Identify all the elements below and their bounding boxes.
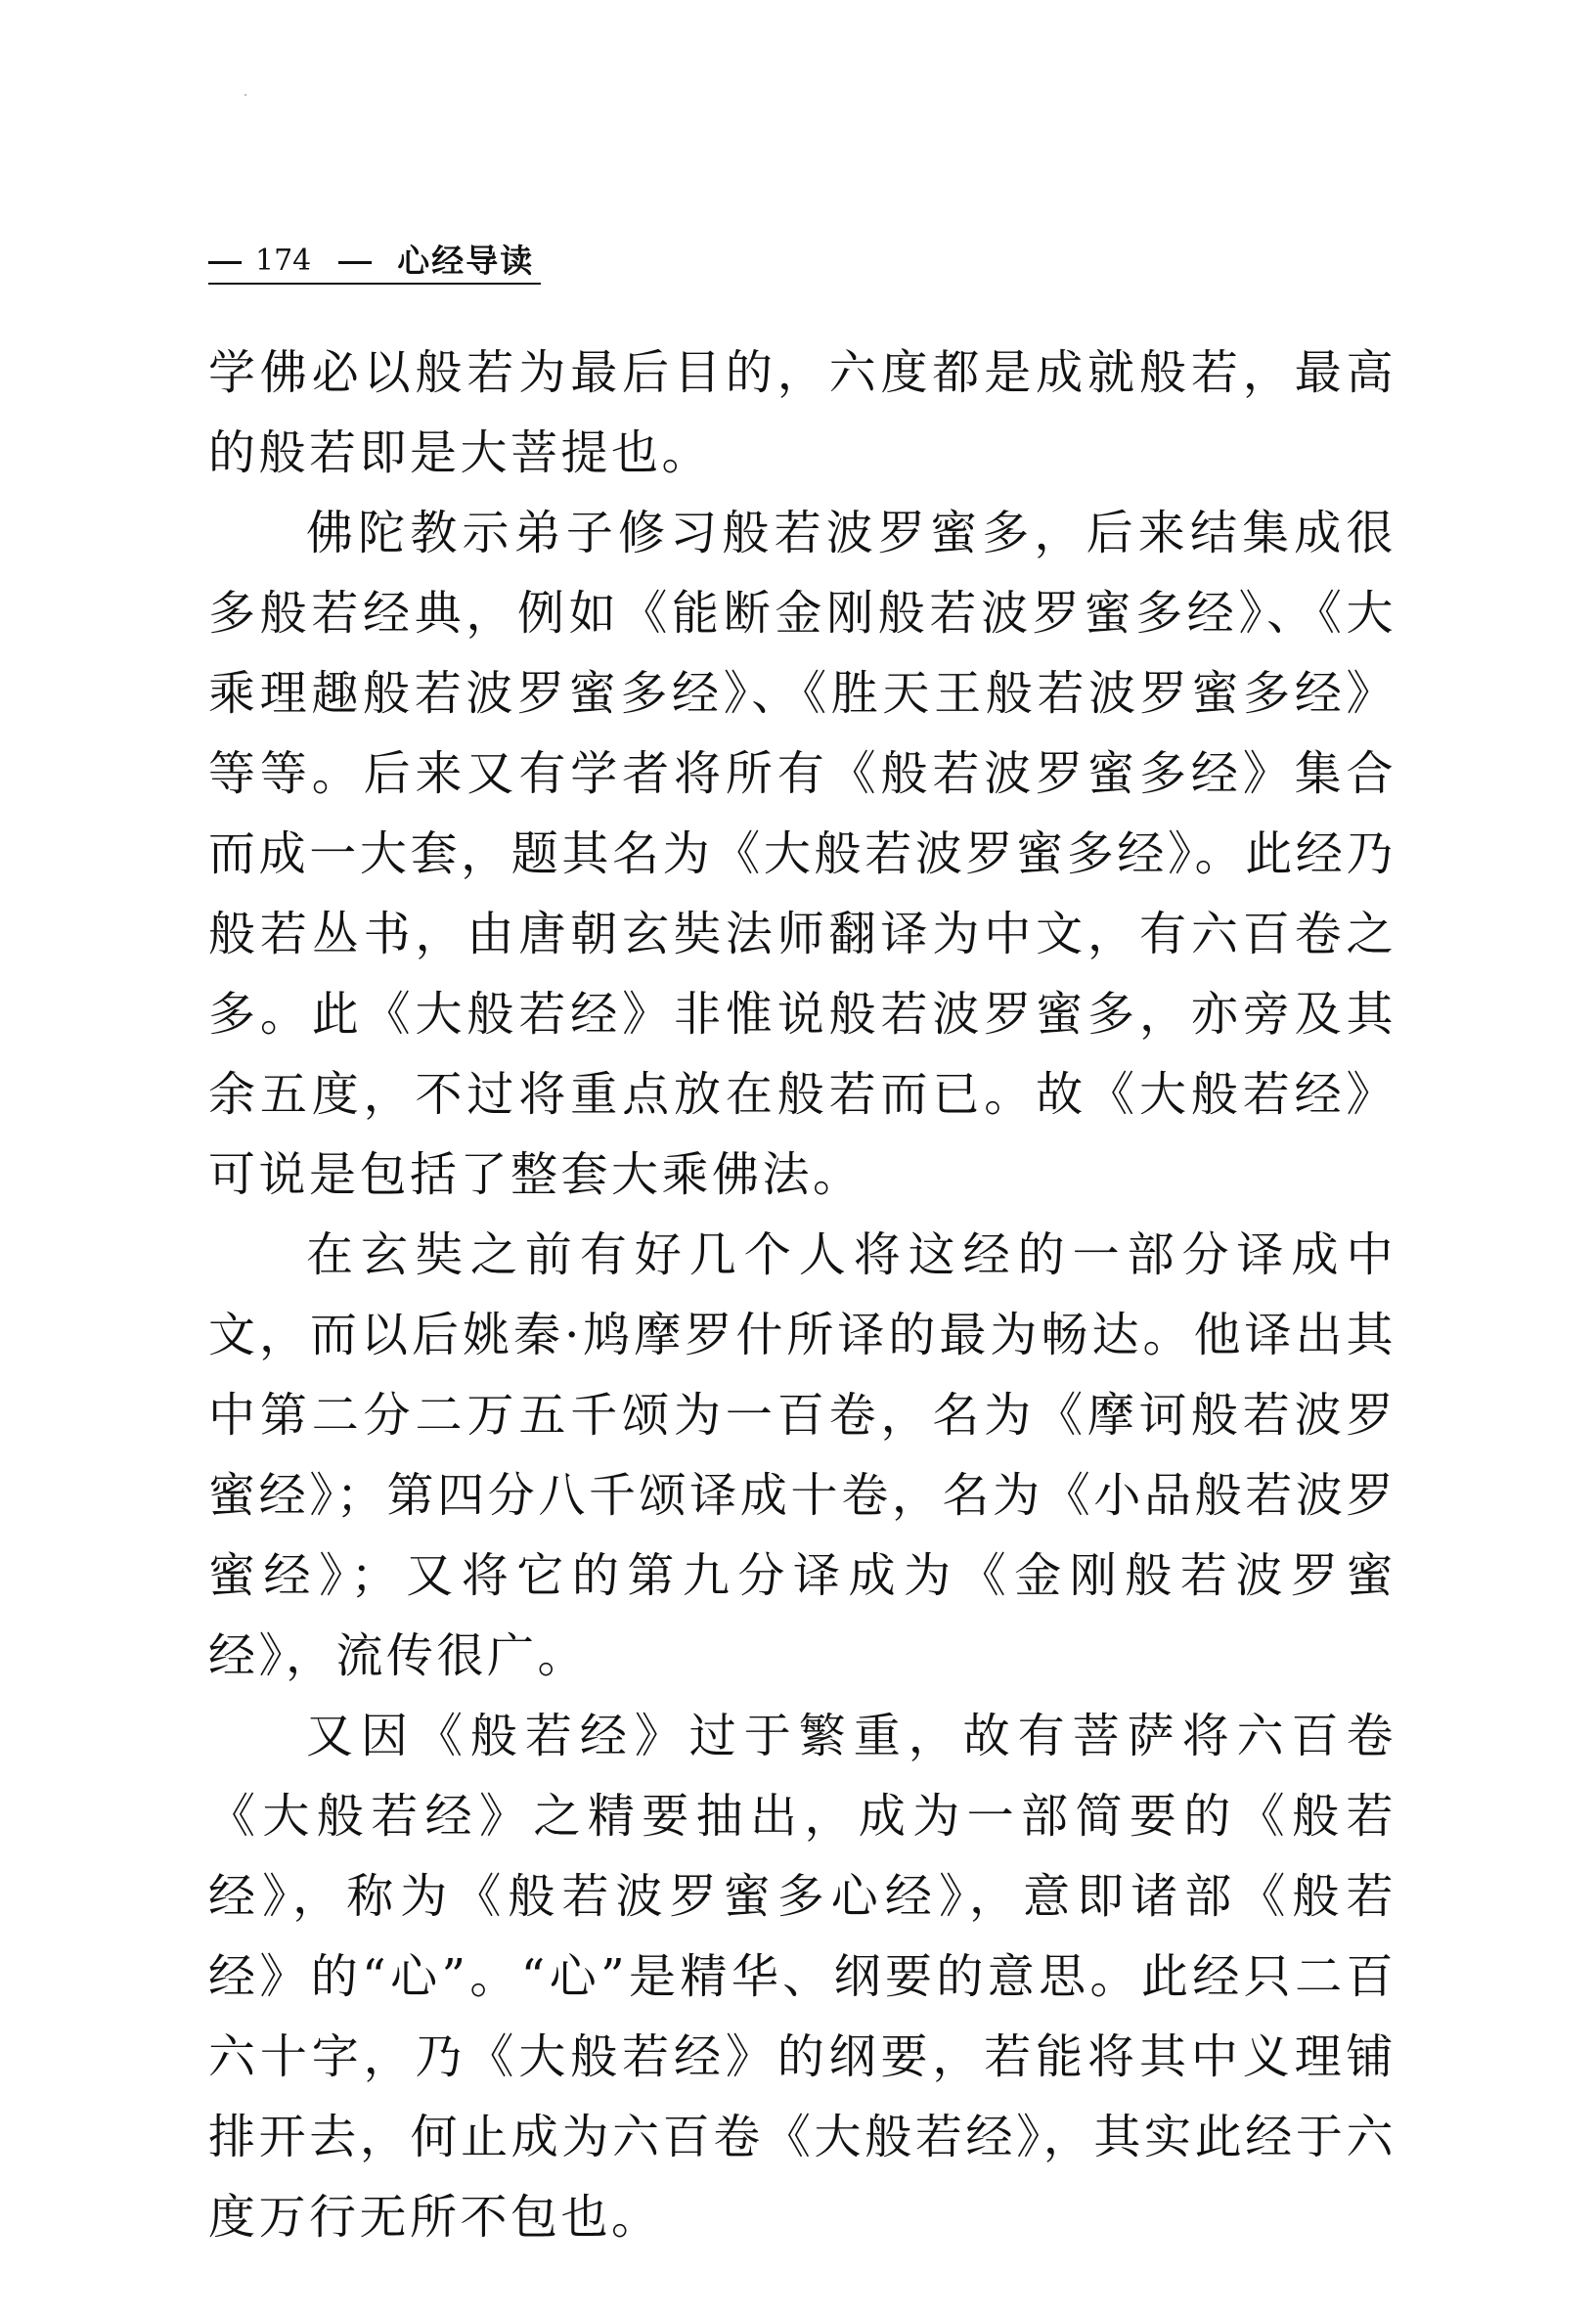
page-number: 174 [255, 244, 312, 278]
scan-speck [244, 94, 246, 96]
paragraph-3: 在玄奘之前有好几个人将这经的一部分译成中文，而以后姚秦·鸠摩罗什所译的最为畅达。他译出其中第二分二万五千颂为一百卷，名为《摩诃般若波罗蜜经》；第四分八千颂译成十卷，名为《小品般若波罗蜜经》；又将它的第九分译成为《金刚般若波罗蜜经》，流传很广。 [208, 1227, 1396, 1683]
header-dash [208, 261, 242, 264]
header-underline [208, 283, 541, 285]
header-dash [338, 261, 372, 264]
running-header [208, 235, 541, 280]
body-text [208, 333, 1396, 2257]
book-title: 心经导读 [397, 242, 535, 280]
paragraph-4: 又因《般若经》过于繁重，故有菩萨将六百卷《大般若经》之精要抽出，成为一部简要的《般若经》，称为《般若波罗蜜多心经》，意即诸部《般若经》的“心”。“心”是精华、纲要的意思。此经只二百六十字，乃《大般若经》的纲要，若能将其中义理铺排开去，何止成为六百卷《大般若经》，其实此经于六度万行无所不包也。 [208, 1709, 1396, 2245]
paragraph-2: 佛陀教示弟子修习般若波罗蜜多，后来结集成很多般若经典，例如《能断金刚般若波罗蜜多经》、《大乘理趣般若波罗蜜多经》、《胜天王般若波罗蜜多经》等等。后来又有学者将所有《般若波罗蜜多经》集合而成一大套，题其名为《大般若波罗蜜多经》。此经乃般若丛书，由唐朝玄奘法师翻译为中文，有六百卷之多。此《大般若经》非惟说般若波罗蜜多，亦旁及其余五度，不过将重点放在般若而已。故《大般若经》可说是包括了整套大乘佛法。 [208, 506, 1396, 1202]
paragraph-1: 学佛必以般若为最后目的，六度都是成就般若，最高的般若即是大菩提也。 [208, 345, 1396, 480]
